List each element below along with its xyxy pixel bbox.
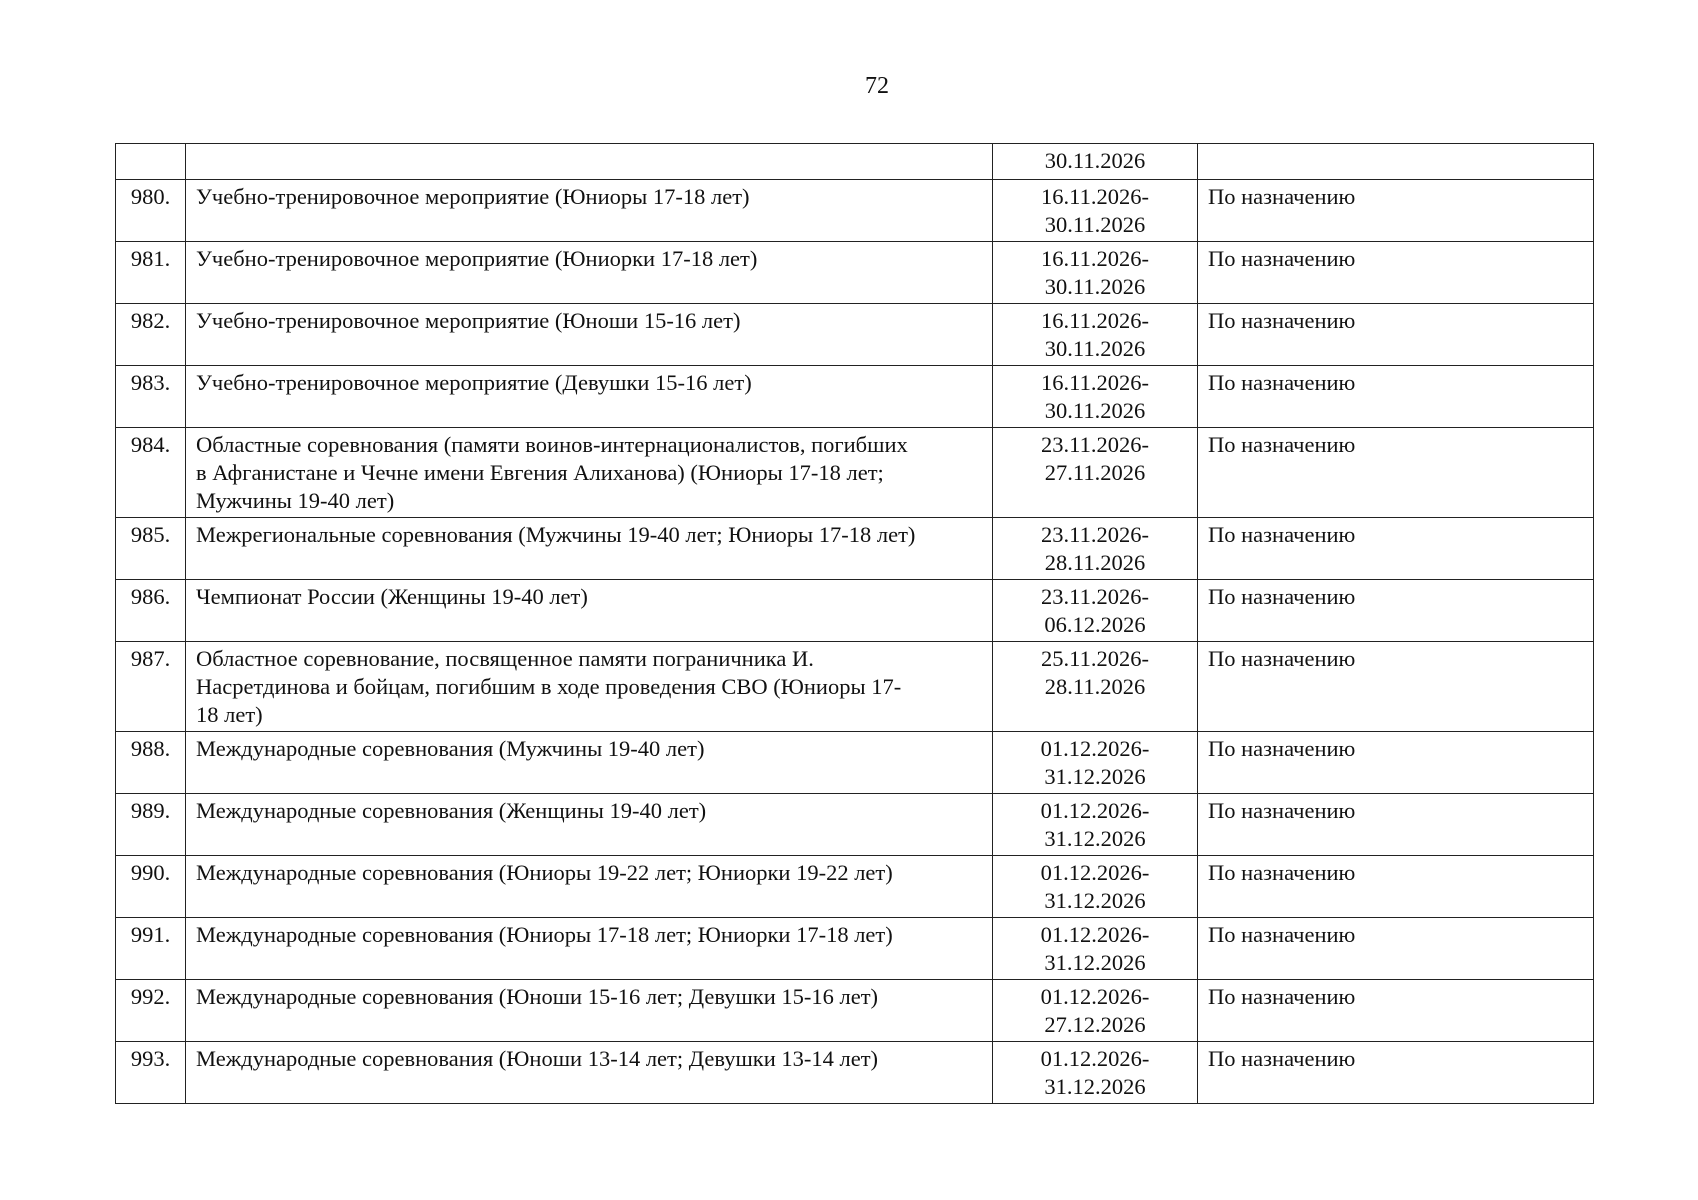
- event-number: 984.: [116, 428, 186, 518]
- event-responsible: По назначению: [1198, 242, 1594, 304]
- date-line: 27.11.2026: [1044, 460, 1146, 485]
- continuation-row: [116, 144, 1594, 180]
- event-name-line: Чемпионат России (Женщины 19-40 лет): [196, 584, 588, 609]
- table-row: [116, 580, 1594, 642]
- event-name-line: Международные соревнования (Женщины 19-40 лет): [196, 798, 707, 823]
- event-number: 988.: [116, 732, 186, 794]
- event-number: 990.: [116, 856, 186, 918]
- event-responsible: По назначению: [1198, 518, 1594, 580]
- event-name-line: в Афганистане и Чечне имени Евгения Алиханова) (Юниоры 17-18 лет;: [196, 460, 884, 485]
- event-number: [116, 144, 186, 180]
- event-dates: [993, 1042, 1198, 1104]
- page-number: 72: [865, 73, 889, 99]
- event-responsible: По назначению: [1198, 918, 1594, 980]
- event-name: [186, 732, 993, 794]
- date-line: 25.11.2026-: [1041, 646, 1149, 671]
- event-dates: [993, 518, 1198, 580]
- date-line: 23.11.2026-: [1041, 522, 1149, 547]
- event-name: [186, 366, 993, 428]
- event-name: [186, 980, 993, 1042]
- event-dates: [993, 980, 1198, 1042]
- date-line: 01.12.2026-: [1040, 984, 1150, 1009]
- date-line: 28.11.2026: [1044, 674, 1146, 699]
- table-row: [116, 180, 1594, 242]
- event-name-line: Международные соревнования (Мужчины 19-40 лет): [196, 736, 705, 761]
- event-responsible: По назначению: [1198, 1042, 1594, 1104]
- table-row: [116, 794, 1594, 856]
- table-row: [116, 642, 1594, 732]
- date-line: 31.12.2026: [1044, 1074, 1146, 1099]
- event-number: 986.: [116, 580, 186, 642]
- event-name-line: Международные соревнования (Юноши 13-14 лет; Девушки 13-14 лет): [196, 1046, 879, 1071]
- event-name-line: Насретдинова и бойцам, погибшим в ходе проведения СВО (Юниоры 17-: [196, 674, 902, 699]
- event-dates: [993, 918, 1198, 980]
- event-responsible: По назначению: [1198, 428, 1594, 518]
- event-name: [186, 304, 993, 366]
- date-line: 01.12.2026-: [1040, 922, 1150, 947]
- date-line: 01.12.2026-: [1040, 860, 1150, 885]
- date-line: 30.11.2026: [1044, 336, 1146, 361]
- event-number: 992.: [116, 980, 186, 1042]
- event-dates: [993, 428, 1198, 518]
- event-responsible: По назначению: [1198, 366, 1594, 428]
- event-name-line: Учебно-тренировочное мероприятие (Юноши 15-16 лет): [196, 308, 741, 333]
- event-responsible: По назначению: [1198, 856, 1594, 918]
- event-dates: [993, 642, 1198, 732]
- date-line: 31.12.2026: [1044, 764, 1146, 789]
- event-responsible: По назначению: [1198, 732, 1594, 794]
- event-name-line: Учебно-тренировочное мероприятие (Юниоры 17-18 лет): [196, 184, 750, 209]
- event-name-line: Учебно-тренировочное мероприятие (Девушки 15-16 лет): [196, 370, 752, 395]
- date-line: 23.11.2026-: [1041, 584, 1149, 609]
- event-name-line: Областное соревнование, посвященное памяти пограничника И.: [196, 646, 814, 671]
- event-dates: [993, 180, 1198, 242]
- date-line: 16.11.2026-: [1041, 246, 1149, 271]
- date-line: 01.12.2026-: [1040, 798, 1150, 823]
- table-row: [116, 518, 1594, 580]
- date-line: 31.12.2026: [1044, 950, 1146, 975]
- date-line: 30.11.2026: [1044, 274, 1146, 299]
- date-line: 30.11.2026: [1044, 148, 1146, 173]
- event-name: [186, 428, 993, 518]
- event-name-line: Международные соревнования (Юниоры 19-22 лет; Юниорки 19-22 лет): [196, 860, 893, 885]
- date-line: 01.12.2026-: [1040, 736, 1150, 761]
- event-name: [186, 580, 993, 642]
- event-number: 983.: [116, 366, 186, 428]
- event-name: [186, 1042, 993, 1104]
- table-row: [116, 856, 1594, 918]
- event-name: [186, 144, 993, 180]
- table-row: [116, 366, 1594, 428]
- date-line: 16.11.2026-: [1041, 308, 1149, 333]
- event-dates: [993, 144, 1198, 180]
- event-dates: [993, 366, 1198, 428]
- event-dates: [993, 304, 1198, 366]
- event-number: 985.: [116, 518, 186, 580]
- date-line: 30.11.2026: [1044, 212, 1146, 237]
- event-name-line: Межрегиональные соревнования (Мужчины 19-40 лет; Юниоры 17-18 лет): [196, 522, 916, 547]
- event-name-line: Учебно-тренировочное мероприятие (Юниорки 17-18 лет): [196, 246, 758, 271]
- event-number: 989.: [116, 794, 186, 856]
- date-line: 31.12.2026: [1044, 888, 1146, 913]
- event-name-line: Областные соревнования (памяти воинов-интернационалистов, погибших: [196, 432, 908, 457]
- event-responsible: По назначению: [1198, 304, 1594, 366]
- event-dates: [993, 242, 1198, 304]
- date-line: 31.12.2026: [1044, 826, 1146, 851]
- table-row: [116, 732, 1594, 794]
- event-name: [186, 180, 993, 242]
- events-table: [115, 143, 1594, 1104]
- event-name-line: Международные соревнования (Юноши 15-16 лет; Девушки 15-16 лет): [196, 984, 879, 1009]
- date-line: 30.11.2026: [1044, 398, 1146, 423]
- event-name-line: Мужчины 19-40 лет): [196, 488, 395, 513]
- table-row: [116, 242, 1594, 304]
- event-name: [186, 918, 993, 980]
- event-responsible: По назначению: [1198, 980, 1594, 1042]
- table-row: [116, 428, 1594, 518]
- date-line: 27.12.2026: [1044, 1012, 1146, 1037]
- event-dates: [993, 732, 1198, 794]
- event-number: 987.: [116, 642, 186, 732]
- event-name: [186, 642, 993, 732]
- event-number: 991.: [116, 918, 186, 980]
- events-table-body: [116, 144, 1594, 1104]
- date-line: 16.11.2026-: [1041, 184, 1149, 209]
- event-responsible: По назначению: [1198, 180, 1594, 242]
- event-responsible: По назначению: [1198, 642, 1594, 732]
- event-dates: [993, 856, 1198, 918]
- event-name-line: Международные соревнования (Юниоры 17-18 лет; Юниорки 17-18 лет): [196, 922, 893, 947]
- event-responsible: По назначению: [1198, 580, 1594, 642]
- event-name-line: 18 лет): [196, 702, 263, 727]
- table-row: [116, 980, 1594, 1042]
- table-row: [116, 1042, 1594, 1104]
- event-number: 980.: [116, 180, 186, 242]
- event-responsible: По назначению: [1198, 794, 1594, 856]
- event-responsible: [1198, 144, 1594, 180]
- date-line: 01.12.2026-: [1040, 1046, 1150, 1071]
- event-name: [186, 518, 993, 580]
- event-name: [186, 242, 993, 304]
- event-number: 981.: [116, 242, 186, 304]
- event-dates: [993, 794, 1198, 856]
- date-line: 16.11.2026-: [1041, 370, 1149, 395]
- event-number: 993.: [116, 1042, 186, 1104]
- event-name: [186, 856, 993, 918]
- date-line: 06.12.2026: [1044, 612, 1146, 637]
- event-number: 982.: [116, 304, 186, 366]
- event-dates: [993, 580, 1198, 642]
- event-name: [186, 794, 993, 856]
- table-row: [116, 918, 1594, 980]
- table-row: [116, 304, 1594, 366]
- date-line: 28.11.2026: [1044, 550, 1146, 575]
- date-line: 23.11.2026-: [1041, 432, 1149, 457]
